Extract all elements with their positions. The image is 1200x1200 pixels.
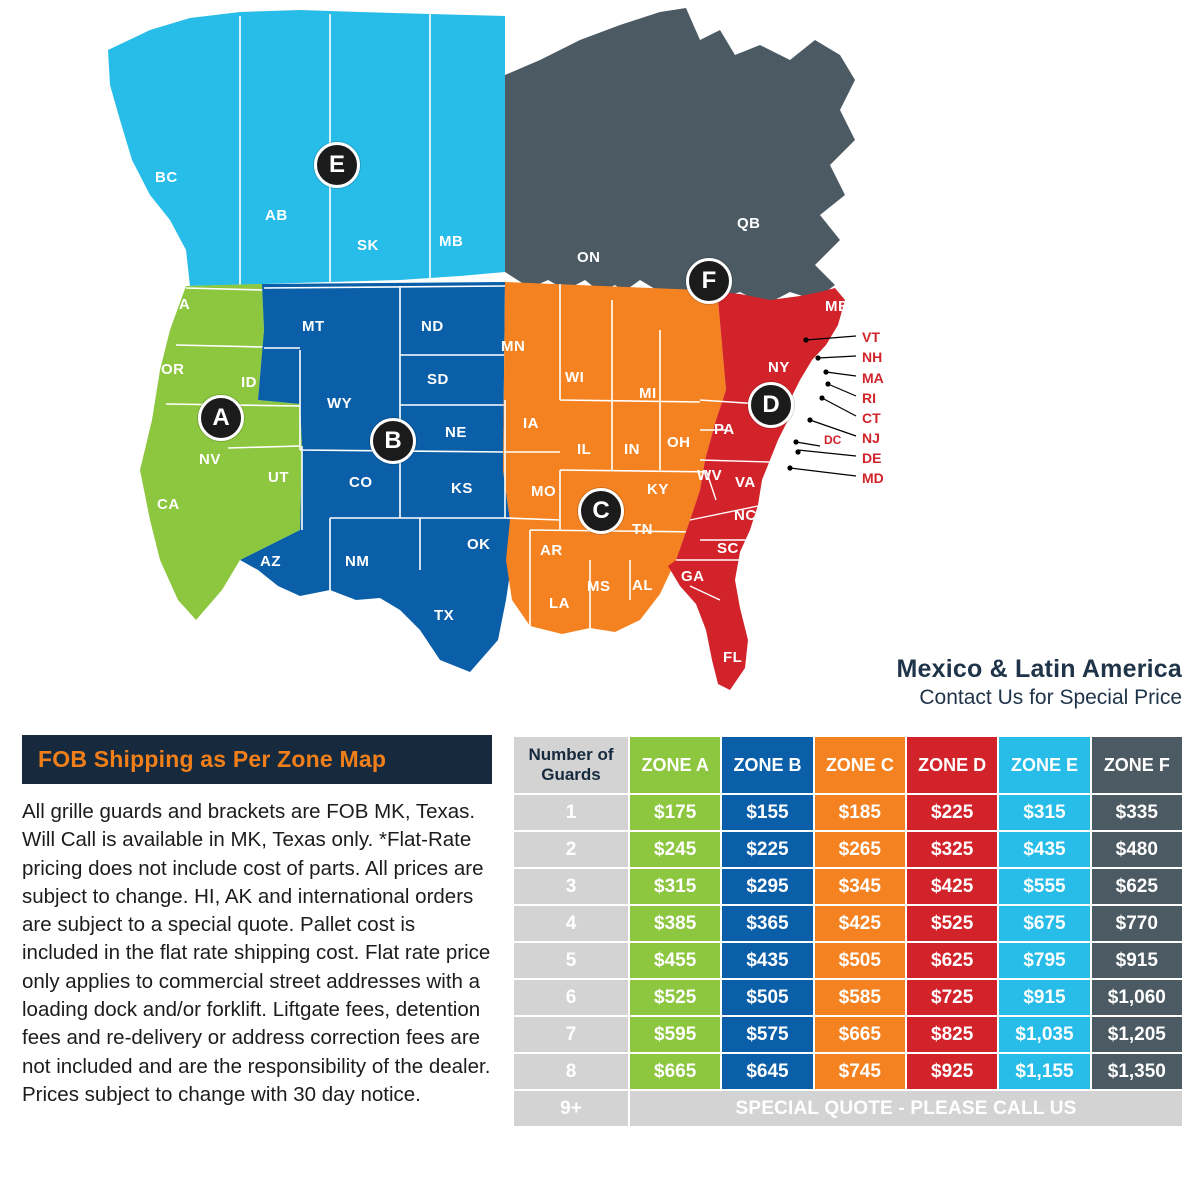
table-row	[513, 905, 1183, 942]
table-row	[513, 868, 1183, 905]
state-label-ky: KY	[647, 481, 669, 498]
state-label-ms: MS	[587, 578, 611, 595]
price-cell: $795	[998, 942, 1090, 979]
state-label-in: IN	[624, 441, 640, 458]
state-label-nv: NV	[199, 451, 221, 468]
state-label-ks: KS	[451, 480, 473, 497]
price-cell: $585	[814, 979, 906, 1016]
state-label-on: ON	[577, 249, 601, 266]
state-label-sk: SK	[357, 237, 379, 254]
price-cell: $295	[721, 868, 813, 905]
price-cell: $185	[814, 794, 906, 831]
state-label-az: AZ	[260, 553, 281, 570]
mexico-latin-america-note	[896, 655, 1182, 710]
state-label-tx: TX	[434, 607, 455, 624]
price-cell: $725	[906, 979, 998, 1016]
guard-count-cell: 6	[513, 979, 629, 1016]
callout-label-md: MD	[862, 470, 884, 486]
state-label-ga: GA	[681, 568, 705, 585]
zone-pricing-table	[512, 735, 1184, 1128]
state-label-pa: PA	[714, 421, 735, 438]
price-cell: $525	[629, 979, 721, 1016]
state-label-nd: ND	[421, 318, 444, 335]
callout-label-vt: VT	[862, 329, 880, 345]
callout-label-dc: DC	[824, 433, 842, 447]
guard-count-cell: 1	[513, 794, 629, 831]
state-label-me: ME	[825, 298, 849, 315]
state-label-bc: BC	[155, 169, 178, 186]
price-cell: $425	[906, 868, 998, 905]
state-label-la: LA	[549, 595, 570, 612]
price-cell: $480	[1091, 831, 1183, 868]
price-cell: $1,060	[1091, 979, 1183, 1016]
header-zone-a: ZONE A	[629, 736, 721, 794]
mexico-note-title: Mexico & Latin America	[896, 655, 1182, 683]
fob-header: FOB Shipping as Per Zone Map	[22, 735, 492, 784]
table-row	[513, 831, 1183, 868]
fob-body-text: All grille guards and brackets are FOB MK, Texas. Will Call is available in MK, Texas only. *Flat-Rate pricing does not include cost of parts. All prices are subject to change. HI, AK and international orders are subject to a special quote. Pallet cost is included in the flat rate shipping cost. Flat rate price only applies to commercial street addresses with a loading dock and/or forklift. Liftgate fees, detention fees and re-delivery or address correction fees are not included and are the responsibility of the dealer. Prices subject to change with 30 day notice.	[22, 800, 491, 1106]
zone-badge-e[interactable]: E	[314, 142, 360, 188]
price-cell: $925	[906, 1053, 998, 1090]
state-label-nc: NC	[734, 507, 757, 524]
state-label-fl: FL	[723, 649, 743, 666]
guard-count-cell: 4	[513, 905, 629, 942]
price-cell: $265	[814, 831, 906, 868]
state-label-ia: IA	[523, 415, 539, 432]
state-label-al: AL	[632, 577, 653, 594]
table-row	[513, 1053, 1183, 1090]
zone-badge-b[interactable]: B	[370, 418, 416, 464]
state-label-wa: WA	[165, 296, 191, 313]
price-cell: $1,350	[1091, 1053, 1183, 1090]
state-label-mt: MT	[302, 318, 325, 335]
guard-count-cell: 7	[513, 1016, 629, 1053]
callout-label-nj: NJ	[862, 430, 880, 446]
guard-count-cell: 3	[513, 868, 629, 905]
state-label-or: OR	[161, 361, 185, 378]
price-cell: $245	[629, 831, 721, 868]
zone-e-region	[108, 10, 505, 286]
state-label-ne: NE	[445, 424, 467, 441]
price-cell: $575	[721, 1016, 813, 1053]
state-label-ny: NY	[768, 359, 790, 376]
price-cell: $225	[906, 794, 998, 831]
price-cell: $915	[1091, 942, 1183, 979]
guard-count-cell: 9+	[513, 1090, 629, 1127]
fob-shipping-block	[22, 735, 492, 1109]
state-label-oh: OH	[667, 434, 691, 451]
price-cell: $1,035	[998, 1016, 1090, 1053]
price-cell: $385	[629, 905, 721, 942]
price-cell: $455	[629, 942, 721, 979]
price-cell: $435	[998, 831, 1090, 868]
state-label-nm: NM	[345, 553, 370, 570]
state-label-ok: OK	[467, 536, 491, 553]
special-quote-cell: SPECIAL QUOTE - PLEASE CALL US	[629, 1090, 1183, 1127]
table-header-row	[513, 736, 1183, 794]
guard-count-cell: 8	[513, 1053, 629, 1090]
table-row	[513, 794, 1183, 831]
price-cell: $425	[814, 905, 906, 942]
price-cell: $770	[1091, 905, 1183, 942]
callout-label-nh: NH	[862, 349, 883, 365]
state-label-ar: AR	[540, 542, 563, 559]
header-zone-c: ZONE C	[814, 736, 906, 794]
price-cell: $665	[814, 1016, 906, 1053]
price-cell: $505	[814, 942, 906, 979]
price-cell: $1,155	[998, 1053, 1090, 1090]
guard-count-cell: 5	[513, 942, 629, 979]
header-number-of-guards: Number of Guards	[513, 736, 629, 794]
table-row	[513, 979, 1183, 1016]
callout-label-de: DE	[862, 450, 882, 466]
state-label-wi: WI	[565, 369, 585, 386]
price-cell: $365	[721, 905, 813, 942]
callout-label-ri: RI	[862, 390, 876, 406]
table-row	[513, 1016, 1183, 1053]
price-cell: $625	[1091, 868, 1183, 905]
price-cell: $325	[906, 831, 998, 868]
state-label-sd: SD	[427, 371, 449, 388]
price-cell: $665	[629, 1053, 721, 1090]
state-label-wv: WV	[697, 467, 723, 484]
price-cell: $225	[721, 831, 813, 868]
price-cell: $315	[629, 868, 721, 905]
zone-badge-d[interactable]: D	[748, 382, 794, 428]
price-cell: $315	[998, 794, 1090, 831]
price-cell: $555	[998, 868, 1090, 905]
callout-label-ma: MA	[862, 370, 884, 386]
zone-badge-a[interactable]: A	[198, 395, 244, 441]
state-label-co: CO	[349, 474, 373, 491]
header-zone-f: ZONE F	[1091, 736, 1183, 794]
zone-badge-c[interactable]: C	[578, 488, 624, 534]
price-cell: $175	[629, 794, 721, 831]
header-zone-e: ZONE E	[998, 736, 1090, 794]
table-row	[513, 942, 1183, 979]
state-label-ab: AB	[265, 207, 288, 224]
state-label-mn: MN	[501, 338, 526, 355]
state-label-ut: UT	[268, 469, 289, 486]
mexico-note-subtitle: Contact Us for Special Price	[919, 686, 1182, 709]
state-label-wy: WY	[327, 395, 353, 412]
state-label-sc: SC	[717, 540, 739, 557]
state-label-mo: MO	[531, 483, 557, 500]
state-label-va: VA	[735, 474, 756, 491]
price-cell: $825	[906, 1016, 998, 1053]
price-cell: $1,205	[1091, 1016, 1183, 1053]
price-cell: $595	[629, 1016, 721, 1053]
header-zone-b: ZONE B	[721, 736, 813, 794]
zone-f-region	[505, 8, 855, 320]
price-cell: $525	[906, 905, 998, 942]
price-cell: $435	[721, 942, 813, 979]
state-label-ca: CA	[157, 496, 180, 513]
state-label-il: IL	[577, 441, 592, 458]
zone-badge-f[interactable]: F	[686, 258, 732, 304]
price-cell: $915	[998, 979, 1090, 1016]
state-label-mi: MI	[639, 385, 657, 402]
guard-count-cell: 2	[513, 831, 629, 868]
state-label-id: ID	[241, 374, 257, 391]
state-label-qb: QB	[737, 215, 761, 232]
price-cell: $625	[906, 942, 998, 979]
state-label-mb: MB	[439, 233, 464, 250]
price-cell: $335	[1091, 794, 1183, 831]
header-zone-d: ZONE D	[906, 736, 998, 794]
price-cell: $505	[721, 979, 813, 1016]
price-cell: $345	[814, 868, 906, 905]
callout-label-ct: CT	[862, 410, 881, 426]
state-label-tn: TN	[632, 521, 653, 538]
price-cell: $675	[998, 905, 1090, 942]
table-footer-row	[513, 1090, 1183, 1127]
price-cell: $155	[721, 794, 813, 831]
price-cell: $745	[814, 1053, 906, 1090]
price-cell: $645	[721, 1053, 813, 1090]
